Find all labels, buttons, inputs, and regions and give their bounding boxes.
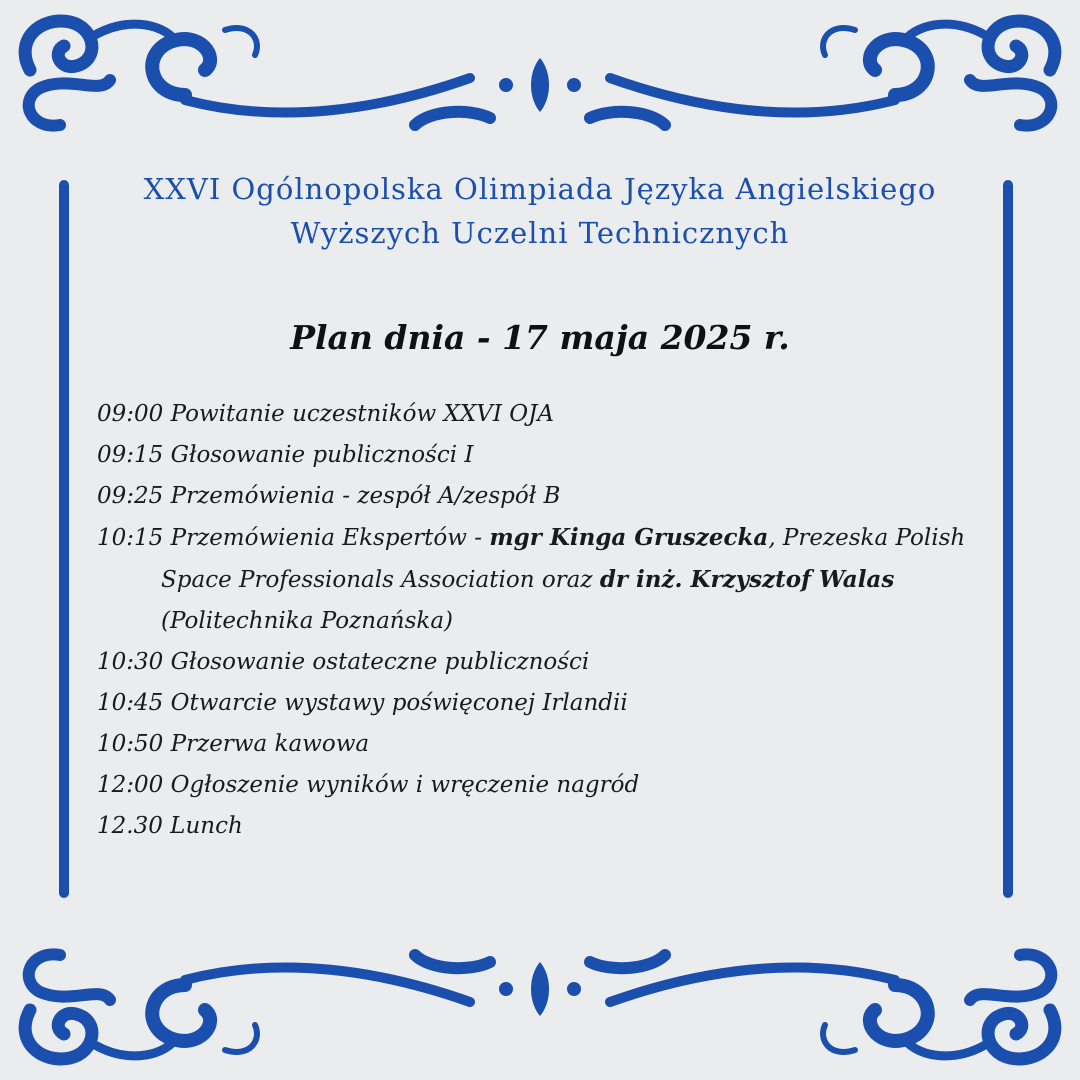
schedule-text: Otwarcie wystawy poświęconej Irlandii [170, 690, 628, 716]
event-title-line-2: Wyższych Uczelni Technicznych [290, 216, 790, 250]
schedule-text: , Prezeska Polish [768, 525, 966, 551]
schedule-time: 12:00 [97, 772, 164, 798]
schedule-item-experts [97, 517, 966, 559]
schedule-time: 10:50 [97, 731, 164, 757]
schedule-text: Przemówienia Ekspertów - [170, 525, 490, 551]
schedule-item [97, 435, 957, 476]
schedule-time: 10:30 [97, 649, 164, 675]
schedule-text: Ogłoszenie wyników i wręczenie nagród [170, 772, 640, 798]
speaker-name: dr inż. Krzysztof Walas [599, 566, 895, 593]
bottom-right-scroll-ornament [590, 954, 1055, 1058]
schedule-time: 10:45 [97, 690, 164, 716]
bottom-left-scroll-ornament [25, 954, 490, 1058]
top-left-scroll-ornament [25, 21, 490, 125]
schedule-text: Przemówienia - zespół A/zespół B [170, 483, 561, 509]
bottom-center-motif [499, 962, 581, 1016]
schedule-text: (Politechnika Poznańska) [161, 608, 454, 634]
schedule-list [97, 394, 966, 847]
top-right-scroll-ornament [590, 21, 1055, 125]
speaker-name: mgr Kinga Gruszecka [489, 524, 769, 551]
schedule-text: Lunch [170, 813, 243, 839]
schedule-item [97, 765, 957, 806]
schedule-text: Powitanie uczestników XXVI OJA [170, 401, 554, 427]
schedule-time: 09:15 [97, 442, 164, 468]
schedule-item [97, 394, 957, 435]
plan-title: Plan dnia - 17 maja 2025 r. [290, 318, 790, 357]
schedule-time: 12.30 [97, 813, 163, 839]
schedule-text: Głosowanie publiczności I [170, 442, 474, 468]
top-center-motif [499, 58, 581, 112]
schedule-text: Space Professionals Association oraz [161, 567, 600, 593]
schedule-time: 09:00 [97, 401, 164, 427]
schedule-item-continuation [97, 601, 957, 642]
schedule-item [97, 806, 957, 847]
schedule-item [97, 476, 957, 517]
schedule-item [97, 683, 957, 724]
schedule-item [97, 642, 957, 683]
schedule-text: Głosowanie ostateczne publiczności [170, 649, 590, 675]
schedule-time: 10:15 [97, 525, 164, 551]
schedule-item [97, 724, 957, 765]
event-title-line-1: XXVI Ogólnopolska Olimpiada Języka Angielskiego [143, 172, 937, 206]
schedule-text: Przerwa kawowa [170, 731, 370, 757]
schedule-item-continuation [97, 559, 957, 601]
schedule-time: 09:25 [97, 483, 164, 509]
